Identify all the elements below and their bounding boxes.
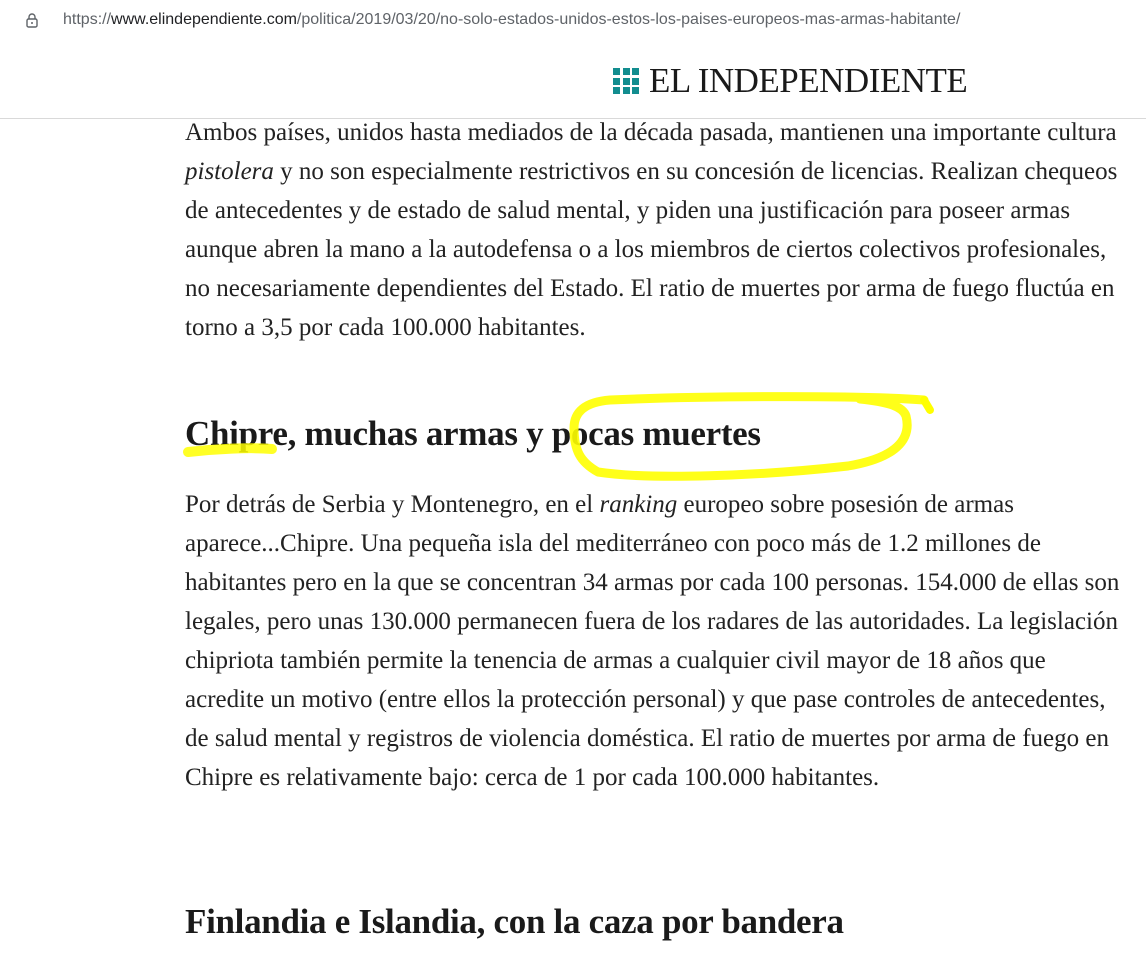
grid-logo-icon [613,68,639,94]
url-prefix: https:// [63,11,112,28]
url-path: /politica/2019/03/20/no-solo-estados-unidos-estos-los-paises-europeos-mas-armas-habitante/ [296,11,961,28]
paragraph-text: Ambos países, unidos hasta mediados de la década pasada, mantienen una importante cultura [185,119,1117,146]
address-bar[interactable] [0,0,1146,41]
article-paragraph [185,485,1120,797]
paragraph-text: y no son especialmente restrictivos en su concesión de licencias. Realizan chequeos de antecedentes y de estado de salud mental, y piden una justificación para poseer armas aunque abren la mano a la autodefensa o a los miembros de ciertos colectivos profesionales, no necesariamente dependientes del Estado. El ratio de muertes por arma de fuego fluctúa en torno a 3,5 por cada 100.000 habitantes. [185,158,1118,341]
url-text[interactable] [63,10,960,30]
italic-word: ranking [599,491,678,518]
section-heading: Chipre, muchas armas y pocas muertes [185,414,761,453]
article-paragraph [185,113,1120,347]
logo-text: EL INDEPENDIENTE [649,61,968,100]
site-header [0,40,1146,119]
site-logo[interactable] [613,61,967,101]
paragraph-text: Por detrás de Serbia y Montenegro, en el [185,491,600,518]
italic-word: pistolera [185,158,274,185]
url-domain: www.elindependiente.com [111,11,297,28]
lock-icon[interactable] [24,12,40,28]
paragraph-text: europeo sobre posesión de armas aparece...Chipre. Una pequeña isla del mediterráneo con poco más de 1.2 millones de habitantes pero en la que se concentran 34 armas por cada 100 personas. 154.000 de ellas son legales, pero unas 130.000 permanecen fuera de los radares de las autoridades. La legislación chipriota también permite la tenencia de armas a cualquier civil mayor de 18 años que acredite un motivo (entre ellos la protección personal) y que pase controles de antecedentes, de salud mental y registros de violencia doméstica. El ratio de muertes por arma de fuego en Chipre es relativamente bajo: cerca de 1 por cada 100.000 habitantes. [185,491,1120,791]
section-heading: Finlandia e Islandia, con la caza por bandera [185,902,844,941]
highlight-tail-stroke [924,400,930,410]
